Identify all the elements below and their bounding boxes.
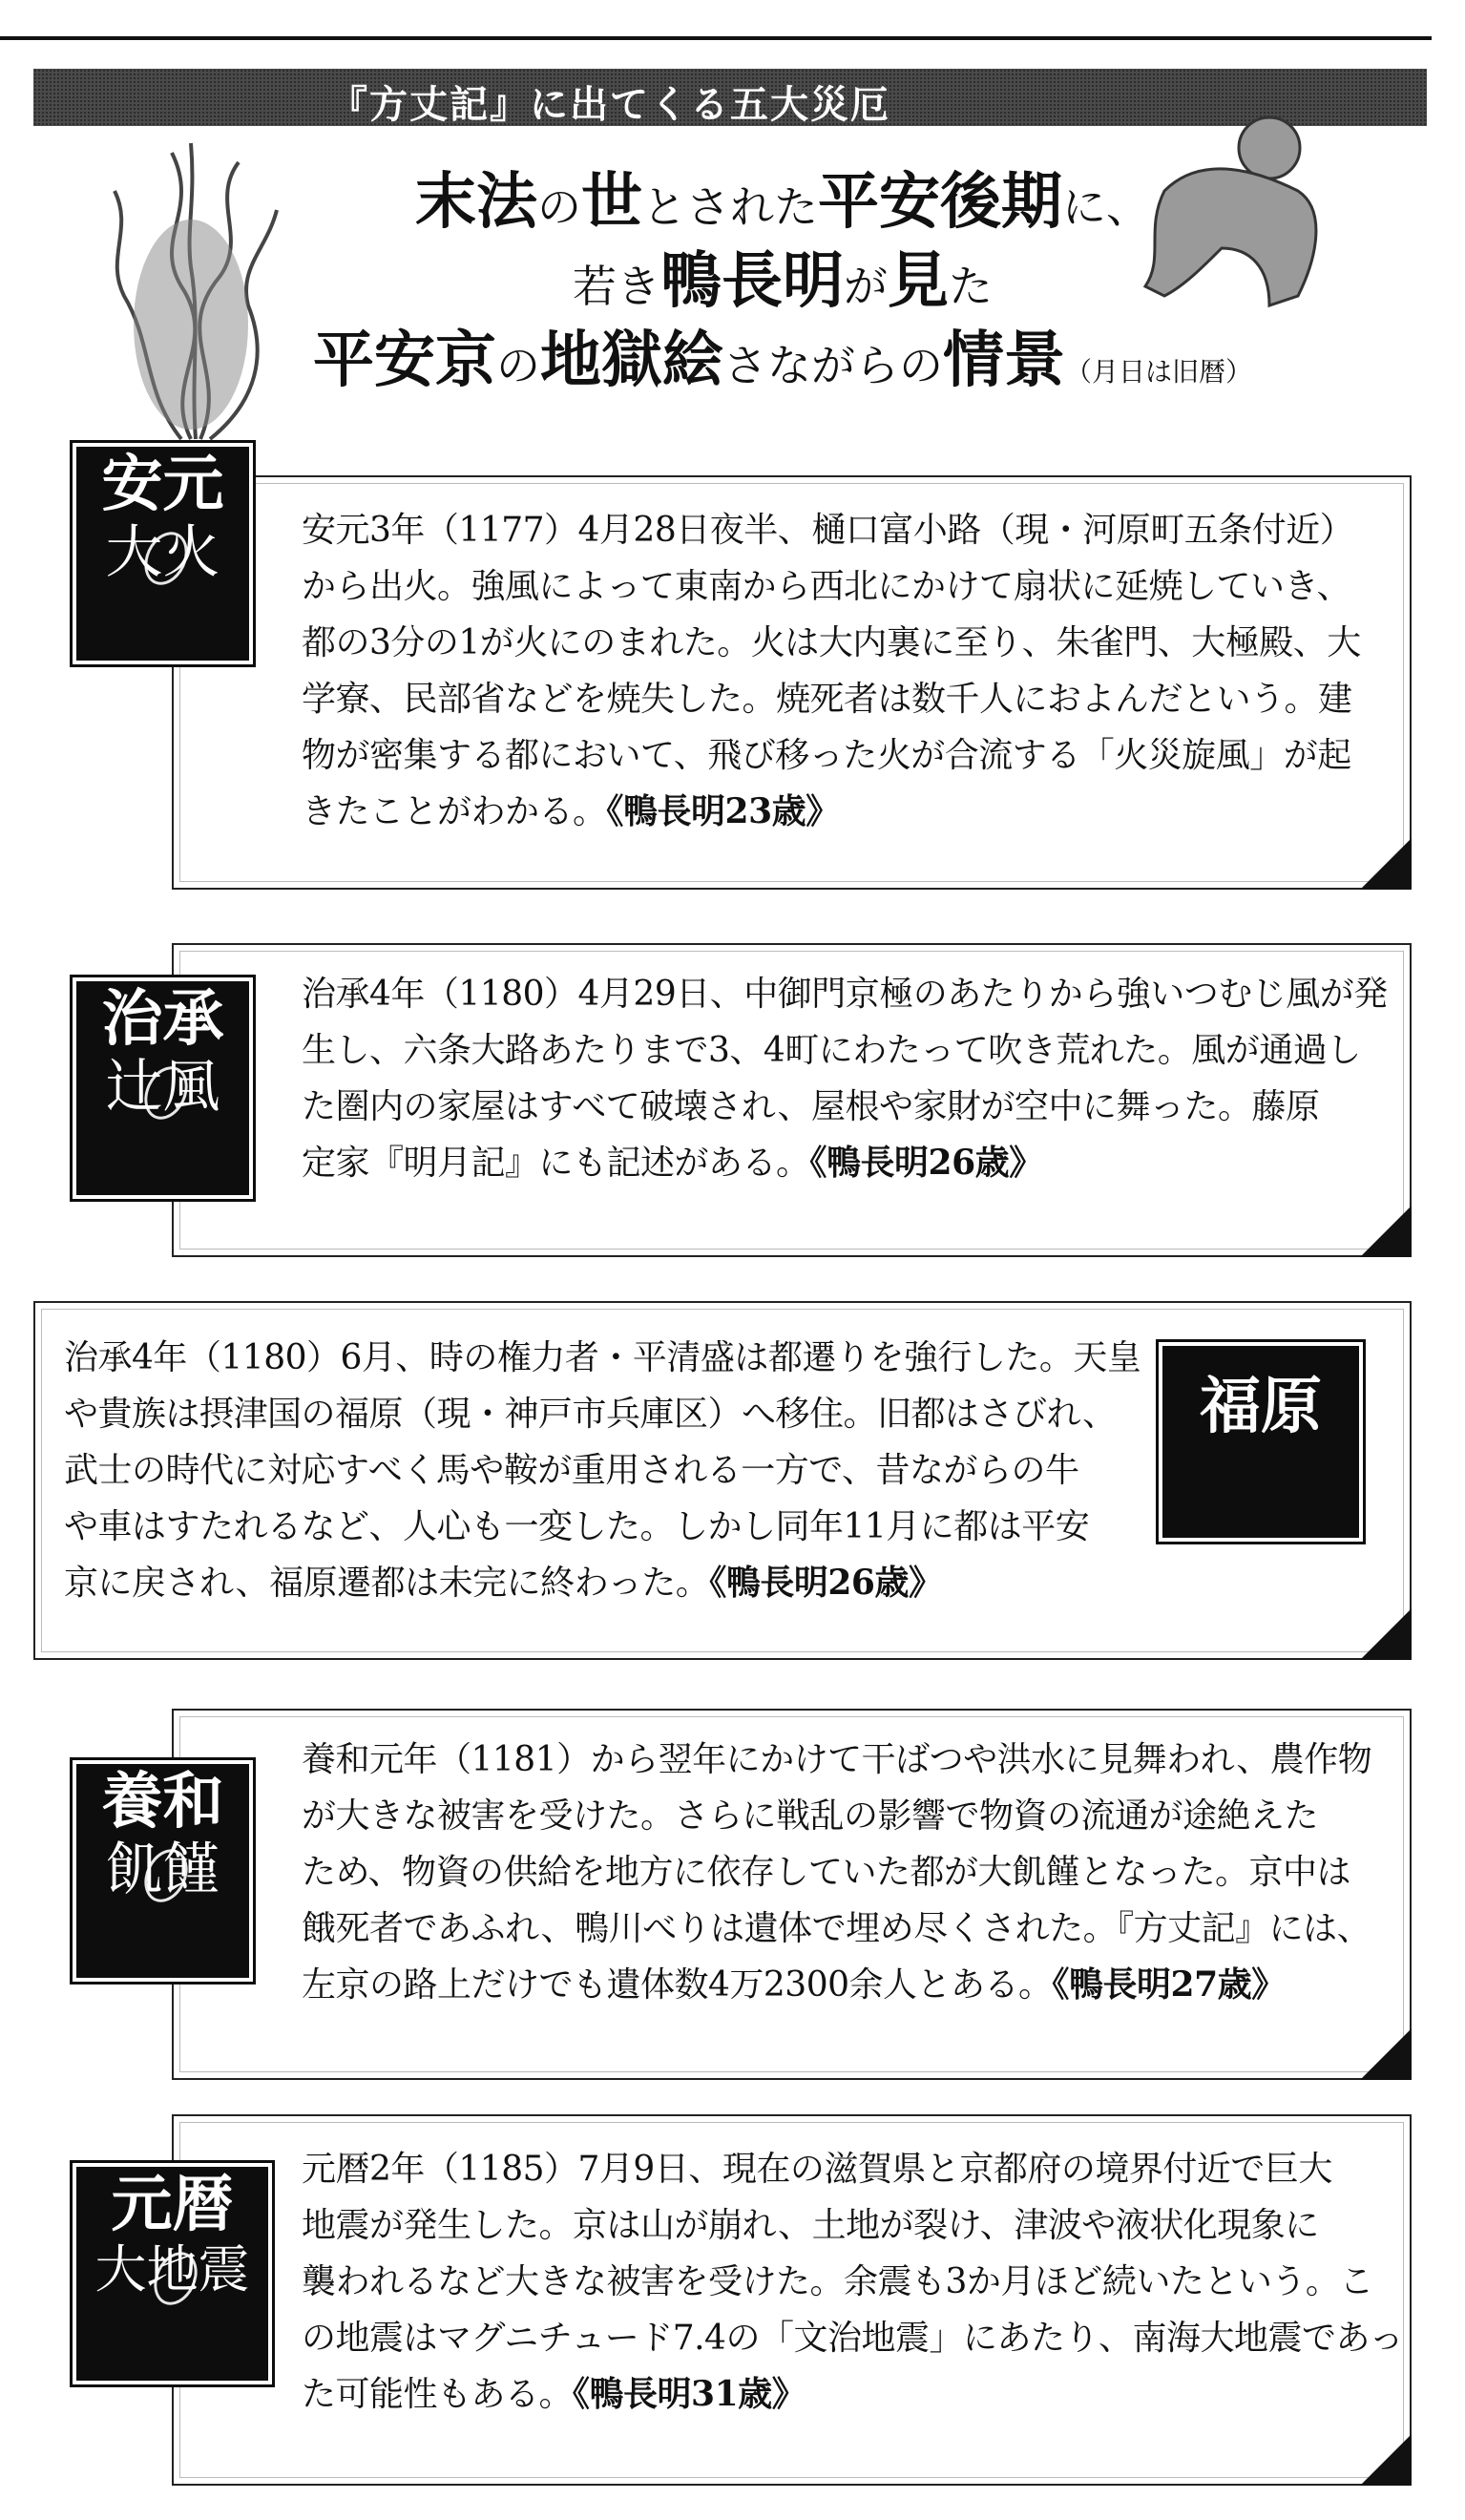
card-line: 地震が発生した。京は山が崩れ、土地が裂け、津波や液状化現象に [302, 2206, 1319, 2245]
card-line: 物が密集する都において、飛び移った火が合流する「火災旋風」が起 [302, 736, 1351, 775]
age-note: 《鴨長明27歳》 [1052, 1964, 1286, 2005]
headline-text: た [949, 261, 993, 313]
card-line: の地震はマグニチュード7.4の「文治地震」にあたり、南海大地震であっ [302, 2319, 1404, 2358]
headline-text: 情景 [942, 325, 1065, 397]
card-line-text: きたことがわかる。 [302, 792, 607, 831]
disaster-card-jisho-whirlwind [172, 943, 1412, 1257]
card-line-text: 定家『明月記』にも記述がある。 [302, 1144, 810, 1183]
label-top: 元暦 [111, 2169, 234, 2240]
headline-text: 平安後期 [818, 166, 1062, 238]
card-line: 安元3年（1177）4月28日夜半、樋口富小路（現・河原町五条付近） [302, 511, 1354, 550]
card-line: た圏内の家屋はすべて破壊され、屋根や家財が空中に舞った。藤原 [302, 1087, 1320, 1126]
label-genryaku-earthquake [76, 2167, 268, 2381]
top-rule [0, 36, 1432, 40]
card-line: 生し、六条大路あたりまで3、4町にわたって吹き荒れた。風が通過し [302, 1031, 1361, 1070]
card-line-last [302, 1135, 1388, 1191]
card-line: 武士の時代に対応すべく馬や鞍が重用される一方で、昔ながらの牛 [64, 1451, 1079, 1490]
card-line-text: 京に戻され、福原遷都は未完に終わった。 [64, 1564, 710, 1603]
age-note: 《鴨長明31歳》 [573, 2374, 806, 2414]
label-yowa-famine [76, 1764, 249, 1978]
headline-note: （月日は旧暦） [1064, 356, 1252, 388]
label-fukuhara [1162, 1346, 1359, 1538]
card-line-last [64, 1555, 1141, 1611]
disaster-card-genryaku-earthquake [172, 2114, 1412, 2486]
card-line: 養和元年（1181）から翌年にかけて干ばつや洪水に見舞われ、農作物 [302, 1740, 1372, 1779]
card-line: ため、物資の供給を地方に依存していた都が大飢饉となった。京中は [302, 1853, 1351, 1892]
headline-line-3 [210, 321, 1355, 400]
card-line: 襲われるなど大きな被害を受けた。余震も3か月ほど続いたという。こ [302, 2262, 1373, 2301]
card-line: が大きな被害を受けた。さらに戦乱の影響で物資の流通が途絶えた [302, 1796, 1319, 1836]
card-line: から出火。強風によって東南から西北にかけて扇状に延焼していき、 [302, 567, 1351, 606]
disaster-card-yowa-famine [172, 1709, 1412, 2080]
headline-text: が [844, 261, 888, 313]
card-line-last [302, 784, 1361, 840]
label-jisho-whirlwind [76, 981, 249, 1195]
headline-text: 見 [888, 245, 949, 318]
headline-text: 世 [581, 166, 642, 238]
headline-text: 末法 [415, 166, 537, 238]
card-line-last [302, 2366, 1403, 2423]
label-bottom: 大火 [105, 518, 220, 586]
card-line: 元暦2年（1185）7月9日、現在の滋賀県と京都府の境界付近で巨大 [302, 2150, 1332, 2189]
disaster-card-angen-fire [172, 475, 1412, 890]
headline-text: 地獄絵 [539, 325, 723, 397]
card-body [302, 502, 1361, 840]
label-top: 安元 [101, 449, 224, 520]
headline [210, 162, 1355, 401]
label-bottom: 大地震 [94, 2238, 250, 2300]
age-note: 《鴨長明26歳》 [809, 1143, 1043, 1183]
age-note: 《鴨長明23歳》 [606, 791, 840, 831]
card-line: 餓死者であふれ、鴨川べりは遺体で埋め尽くされた。『方丈記』には、 [302, 1909, 1371, 1948]
card-line-text: 左京の路上だけでも遺体数4万2300余人とある。 [302, 1965, 1053, 2005]
headline-text: とされた [642, 181, 818, 233]
label-top: 福原 [1200, 1371, 1322, 1442]
headline-text: 鴨長明 [660, 245, 844, 318]
headline-line-2 [210, 242, 1355, 321]
headline-text: の [537, 181, 581, 233]
card-line: 学寮、民部省などを焼失した。焼死者は数千人におよんだという。建 [302, 680, 1352, 719]
banner-title: 『方丈記』に出てくる五大災厄 [329, 83, 890, 127]
headline-text: さながらの [722, 340, 943, 392]
label-angen-fire [76, 447, 249, 661]
label-top: 養和 [101, 1766, 224, 1838]
headline-text: に、 [1062, 181, 1150, 233]
card-line: 都の3分の1が火にのまれた。火は大内裏に至り、朱雀門、大極殿、大 [302, 623, 1361, 662]
card-line: 治承4年（1180）6月、時の権力者・平清盛は都遷りを強行した。天皇 [64, 1338, 1141, 1377]
card-body [302, 1732, 1371, 2013]
headline-text: 若き [573, 261, 660, 313]
card-body [64, 1330, 1141, 1611]
card-line-last [302, 1957, 1371, 2013]
headline-text: 平安京 [312, 325, 496, 397]
label-bottom: 辻風 [105, 1053, 220, 1121]
age-note: 《鴨長明26歳》 [709, 1563, 943, 1603]
label-top: 治承 [101, 983, 224, 1055]
card-line-text: た可能性もある。 [302, 2375, 574, 2414]
headline-text: の [495, 340, 540, 392]
headline-line-1 [210, 162, 1355, 242]
label-bottom: 飢饉 [105, 1836, 220, 1903]
card-body [302, 966, 1388, 1191]
card-line: 治承4年（1180）4月29日、中御門京極のあたりから強いつむじ風が発 [302, 975, 1388, 1014]
card-body [302, 2141, 1403, 2423]
card-line: や貴族は摂津国の福原（現・神戸市兵庫区）へ移住。旧都はさびれ、 [64, 1395, 1117, 1434]
card-line: や車はすたれるなど、人心も一変した。しかし同年11月に都は平安 [64, 1507, 1090, 1546]
